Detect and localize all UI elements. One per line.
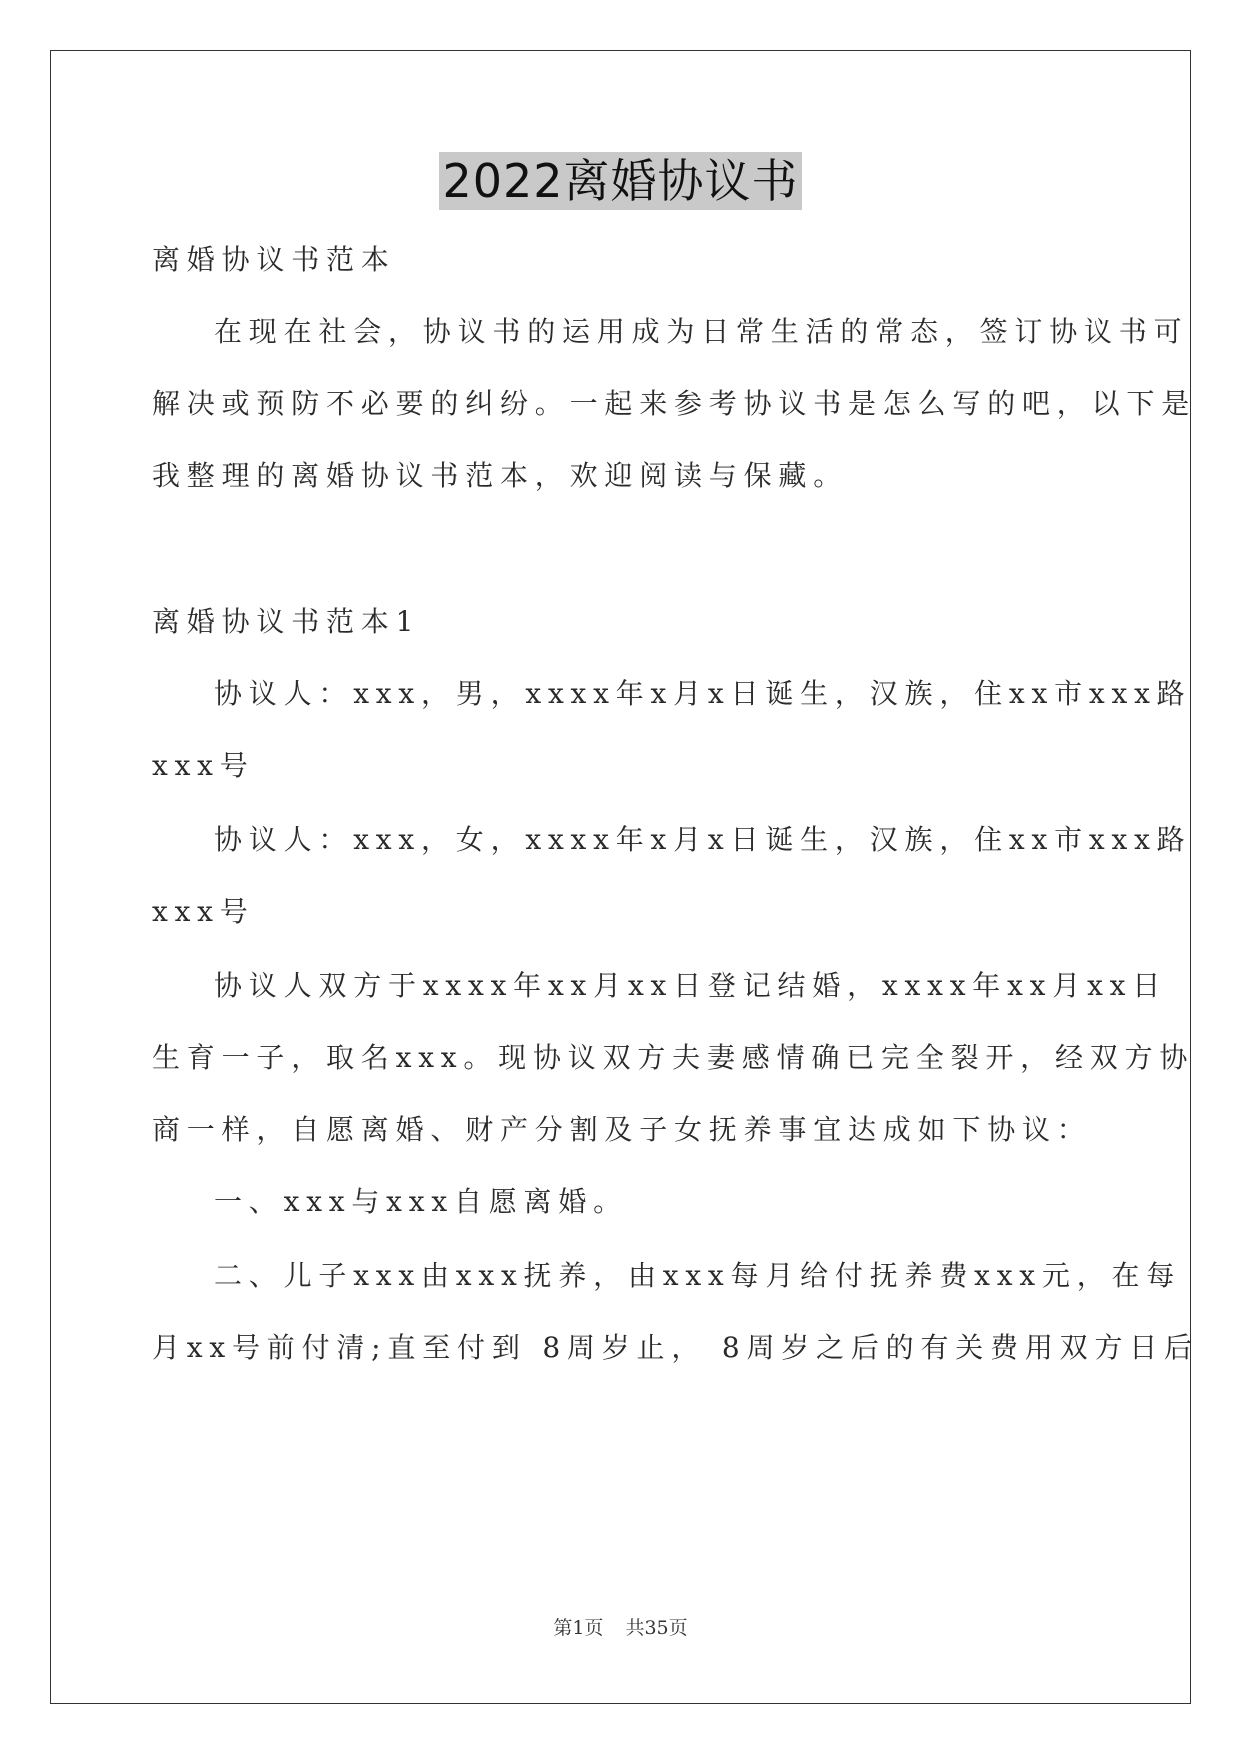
- paragraph-line: xxx号: [152, 749, 255, 782]
- paragraph-line: 一、xxx与xxx自愿离婚。: [214, 1185, 628, 1218]
- paragraph-line: 协议人：xxx，女，xxxx年x月x日诞生，汉族，住xx市xxx路: [214, 823, 1192, 856]
- page-border: [50, 50, 1191, 1704]
- page-total: 共35页: [625, 1617, 688, 1639]
- paragraph-line: 月xx号前付清;直至付到 8周岁止， 8周岁之后的有关费用双方日后: [152, 1331, 1199, 1364]
- document-title: 2022离婚协议书: [439, 152, 801, 210]
- paragraph-line: 协议人：xxx，男，xxxx年x月x日诞生，汉族，住xx市xxx路: [214, 677, 1192, 710]
- paragraph-line: 协议人双方于xxxx年xx月xx日登记结婚，xxxx年xx月xx日: [214, 969, 1168, 1002]
- page-footer: [0, 1616, 1241, 1640]
- title-container: [0, 152, 1241, 210]
- paragraph-line: 解决或预防不必要的纠纷。一起来参考协议书是怎么写的吧，以下是: [152, 387, 1197, 420]
- page-number: 第1页: [553, 1617, 604, 1639]
- paragraph-line: xxx号: [152, 895, 255, 928]
- paragraph-line: 生育一子，取名xxx。现协议双方夫妻感情确已完全裂开，经双方协: [152, 1041, 1195, 1074]
- paragraph-line: 商一样，自愿离婚、财产分割及子女抚养事宜达成如下协议：: [152, 1113, 1092, 1146]
- section-heading: 离婚协议书范本: [152, 243, 396, 276]
- paragraph-line: 二、儿子xxx由xxx抚养，由xxx每月给付抚养费xxx元，在每: [214, 1259, 1182, 1292]
- section-heading: 离婚协议书范本1: [152, 605, 421, 638]
- paragraph-line: 在现在社会，协议书的运用成为日常生活的常态，签订协议书可: [214, 315, 1189, 348]
- paragraph-line: 我整理的离婚协议书范本，欢迎阅读与保藏。: [152, 459, 849, 492]
